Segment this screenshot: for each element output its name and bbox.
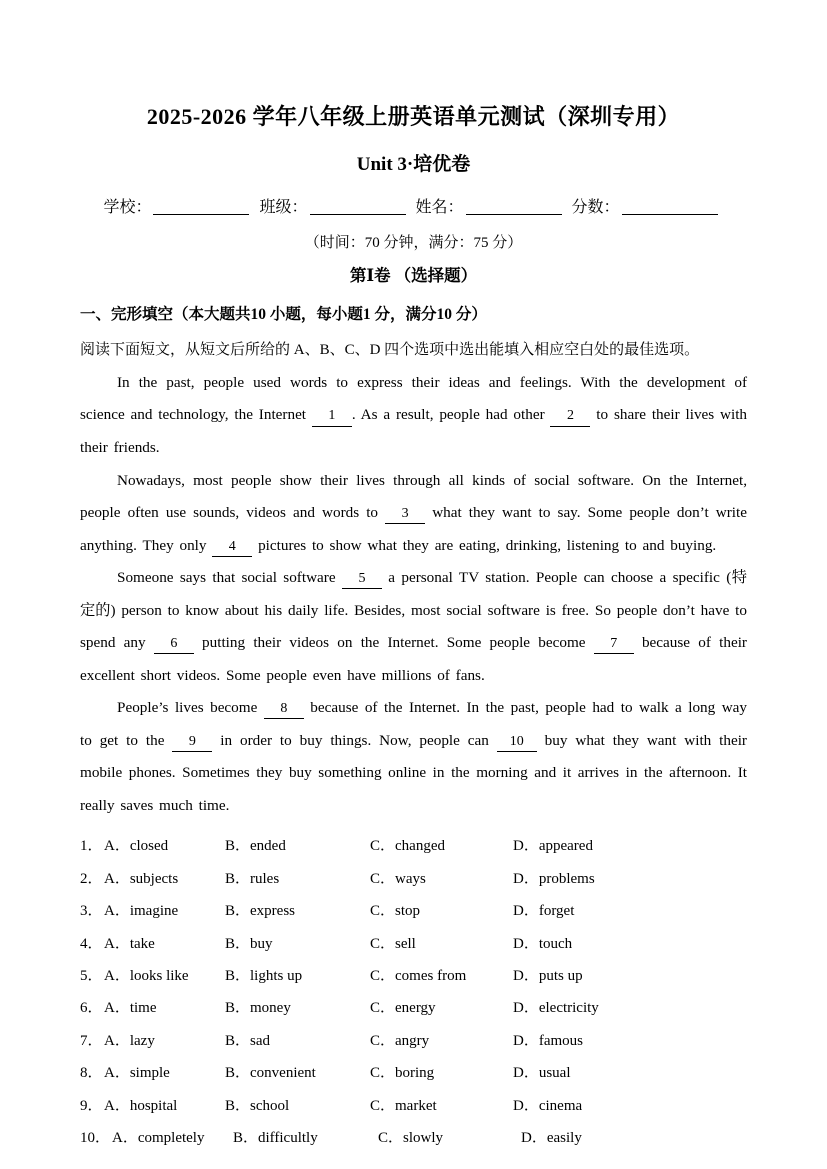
class-label: 班级： — [259, 199, 308, 216]
option-d: D．puts up — [513, 967, 583, 984]
question-number: 7． — [80, 1032, 103, 1049]
score-field — [572, 194, 724, 217]
question-number: 4． — [80, 935, 103, 952]
option-c: C．ways — [370, 870, 426, 887]
question-row — [80, 992, 747, 1024]
cloze-blank-2: 2 — [550, 407, 590, 426]
cloze-blank-5: 5 — [342, 570, 382, 589]
option-b: B．difficultly — [233, 1129, 318, 1146]
question-row — [80, 928, 747, 960]
option-d: D．touch — [513, 935, 573, 952]
passage-paragraph: In the past, people used words to express their ideas and feelings. With the development of science and technology, the Internet 1 . As a result, people had other 2 to share their lives with their friends. — [80, 373, 748, 456]
name-label: 姓名： — [415, 199, 464, 216]
volume-heading: 第Ⅰ卷 （选择题） — [349, 266, 478, 285]
school-label: 学校： — [103, 199, 152, 216]
question-row — [80, 960, 747, 992]
question-number: 8． — [80, 1065, 103, 1082]
cloze-blank-3: 3 — [385, 505, 425, 524]
option-a: A．time — [104, 1000, 157, 1017]
question-row — [80, 895, 747, 927]
question-number: 2． — [80, 870, 103, 887]
option-c: C．energy — [370, 1000, 436, 1017]
question-row — [80, 863, 747, 895]
option-a: A．lazy — [104, 1032, 155, 1049]
option-b: B．buy — [225, 935, 273, 952]
option-a: A．closed — [104, 838, 169, 855]
option-d: D．forget — [513, 903, 575, 920]
option-b: B．lights up — [225, 967, 303, 984]
option-c: C．market — [370, 1097, 437, 1114]
page-title: 2025-2026 学年八年级上册英语单元测试（深圳专用） — [146, 104, 681, 129]
time-score-line: （时间：70 分钟，满分：75 分） — [304, 235, 523, 251]
question-row — [80, 830, 747, 862]
option-a: A．subjects — [104, 870, 179, 887]
cloze-blank-8: 8 — [264, 700, 304, 719]
name-field — [416, 194, 568, 217]
option-d: D．easily — [521, 1129, 582, 1146]
school-blank — [153, 196, 249, 215]
option-c: C．angry — [370, 1032, 430, 1049]
option-d: D．cinema — [513, 1097, 583, 1114]
question-number: 6． — [80, 1000, 103, 1017]
option-d: D．appeared — [513, 838, 593, 855]
question-row — [80, 1122, 747, 1154]
passage-paragraph: People’s lives become 8 because of the Internet. In the past, people had to walk a long way to get to the 9 in order to buy things. Now, people can 10 buy what they want with their mobile phones. Sometimes they buy something online in the morning and it arrives in the afternoon. It really saves much time. — [80, 699, 748, 814]
class-blank — [310, 196, 406, 215]
option-a: A．imagine — [104, 903, 179, 920]
passage-paragraph: Someone says that social software 5 a personal TV station. People can choose a specific (特定的) person to know about his daily life. Besides, most social software is free. So people don’t have to spend any 6 putting their videos on the Internet. Some people become 7 because of their excellent short videos. Some people even have millions of fans. — [80, 569, 747, 684]
name-blank — [466, 196, 562, 215]
option-b: B．school — [225, 1097, 290, 1114]
option-d: D．electricity — [513, 1000, 599, 1017]
page-subtitle: Unit 3·培优卷 — [356, 154, 471, 175]
question-row — [80, 1057, 747, 1089]
passage — [80, 367, 747, 822]
option-a: A．hospital — [104, 1097, 178, 1114]
option-c: C．changed — [370, 838, 445, 855]
option-d: D．usual — [513, 1065, 571, 1082]
option-c: C．boring — [370, 1065, 435, 1082]
cloze-blank-6: 6 — [154, 635, 194, 654]
question-number: 1． — [80, 838, 103, 855]
score-blank — [622, 196, 718, 215]
question-row — [80, 1090, 747, 1122]
section-instructions: 阅读下面短文，从短文后所给的 A、B、C、D 四个选项中选出能填入相应空白处的最佳选项。 — [80, 342, 700, 359]
question-row — [80, 1025, 747, 1057]
option-b: B．ended — [225, 838, 286, 855]
option-a: A．simple — [104, 1065, 170, 1082]
question-number: 10． — [80, 1129, 111, 1146]
school-field — [103, 194, 255, 217]
class-field — [259, 194, 411, 217]
student-info-line — [80, 194, 747, 217]
option-d: D．problems — [513, 870, 595, 887]
option-b: B．sad — [225, 1032, 271, 1049]
option-c: C．slowly — [378, 1129, 444, 1146]
section-heading: 一、完形填空（本大题共10 小题，每小题1 分，满分10 分） — [80, 306, 487, 323]
option-c: C．comes from — [370, 967, 467, 984]
option-a: A．looks like — [104, 967, 189, 984]
option-c: C．sell — [370, 935, 416, 952]
question-number: 9． — [80, 1097, 103, 1114]
cloze-blank-1: 1 — [312, 407, 352, 426]
option-a: A．take — [104, 935, 155, 952]
option-d: D．famous — [513, 1032, 583, 1049]
option-b: B．convenient — [225, 1065, 316, 1082]
question-number: 3． — [80, 903, 103, 920]
cloze-blank-7: 7 — [594, 635, 634, 654]
score-label: 分数： — [571, 199, 620, 216]
option-b: B．money — [225, 1000, 291, 1017]
passage-paragraph: Nowadays, most people show their lives through all kinds of social software. On the Internet, people often use sounds, videos and words to 3 what they want to say. Some people don’t write anything. They only 4 pictures to show what they are eating, drinking, listening to and buying. — [80, 465, 747, 563]
cloze-blank-10: 10 — [497, 733, 537, 752]
question-number: 5． — [80, 967, 103, 984]
cloze-blank-9: 9 — [172, 733, 212, 752]
option-c: C．stop — [370, 903, 421, 920]
cloze-blank-4: 4 — [212, 538, 252, 557]
option-a: A．completely — [112, 1129, 205, 1146]
question-list — [80, 830, 747, 1154]
option-b: B．express — [225, 903, 295, 920]
option-b: B．rules — [225, 870, 280, 887]
